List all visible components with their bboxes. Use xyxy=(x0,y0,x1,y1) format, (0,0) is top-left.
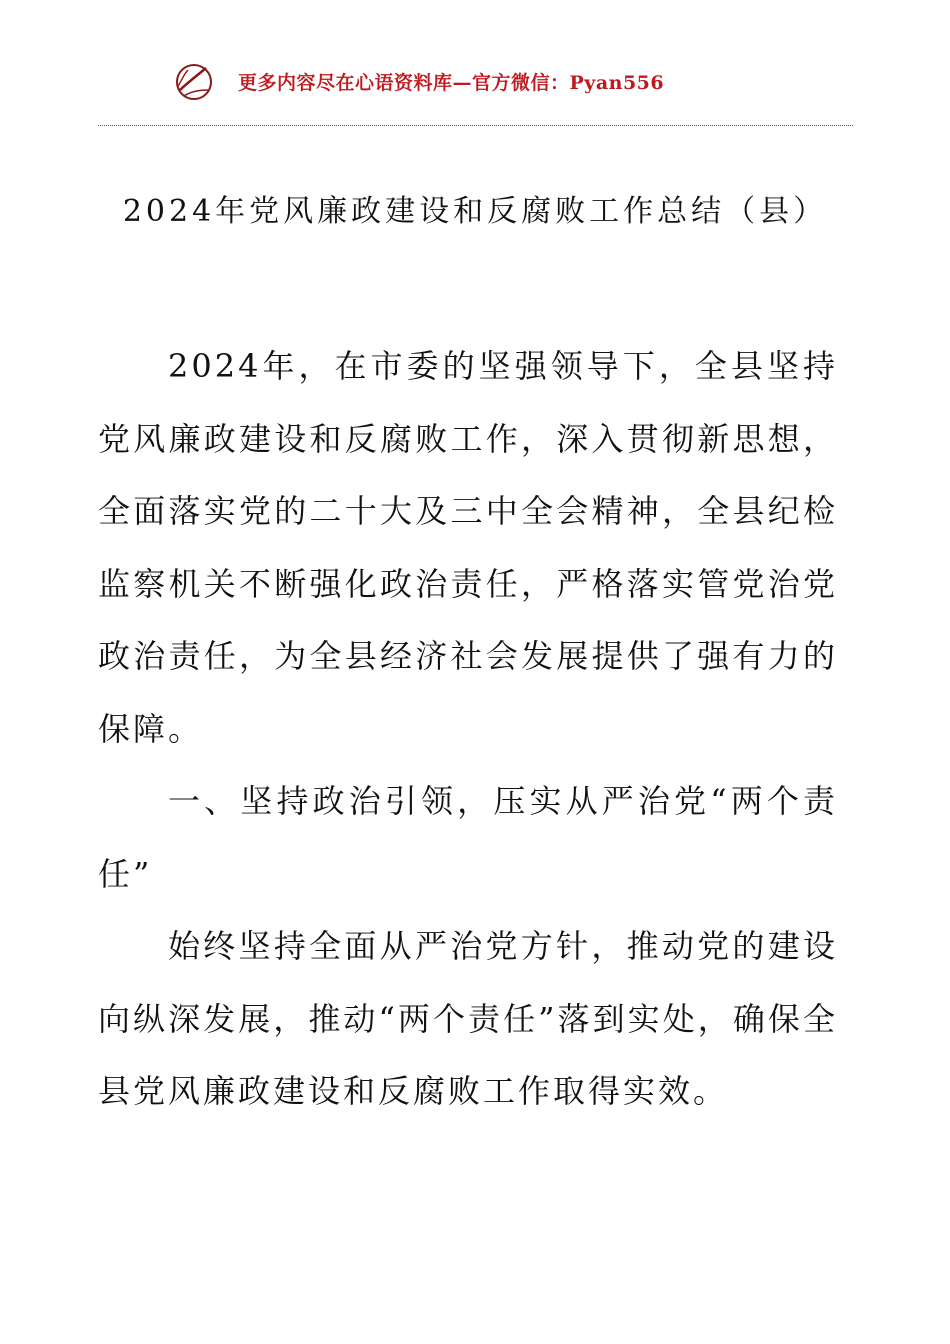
header-divider xyxy=(98,125,853,126)
document-title: 2024年党风廉政建设和反腐败工作总结（县） xyxy=(122,194,828,229)
body-paragraph-intro: 2024年，在市委的坚强领导下，全县坚持党风廉政建设和反腐败工作，深入贯彻新思想，全面落实党的二十大及三中全会精神，全县纪检监察机关不断强化政治责任，严格落实管党治党政治责任，为全县经济社会发展提供了强有力的保障。 xyxy=(98,347,838,748)
quill-pen-logo-icon xyxy=(172,60,216,104)
body-paragraph-section-1: 始终坚持全面从严治党方针，推动党的建设向纵深发展，推动“两个责任”落到实处，确保全县党风廉政建设和反腐败工作取得实效。 xyxy=(98,927,838,1110)
page-header xyxy=(0,56,950,108)
document-body xyxy=(98,330,838,1128)
section-heading-1: 一、坚持政治引领，压实从严治党“两个责任” xyxy=(98,782,838,893)
header-banner-text: 更多内容尽在心语资料库—官方微信：Pyan556 xyxy=(238,72,665,94)
